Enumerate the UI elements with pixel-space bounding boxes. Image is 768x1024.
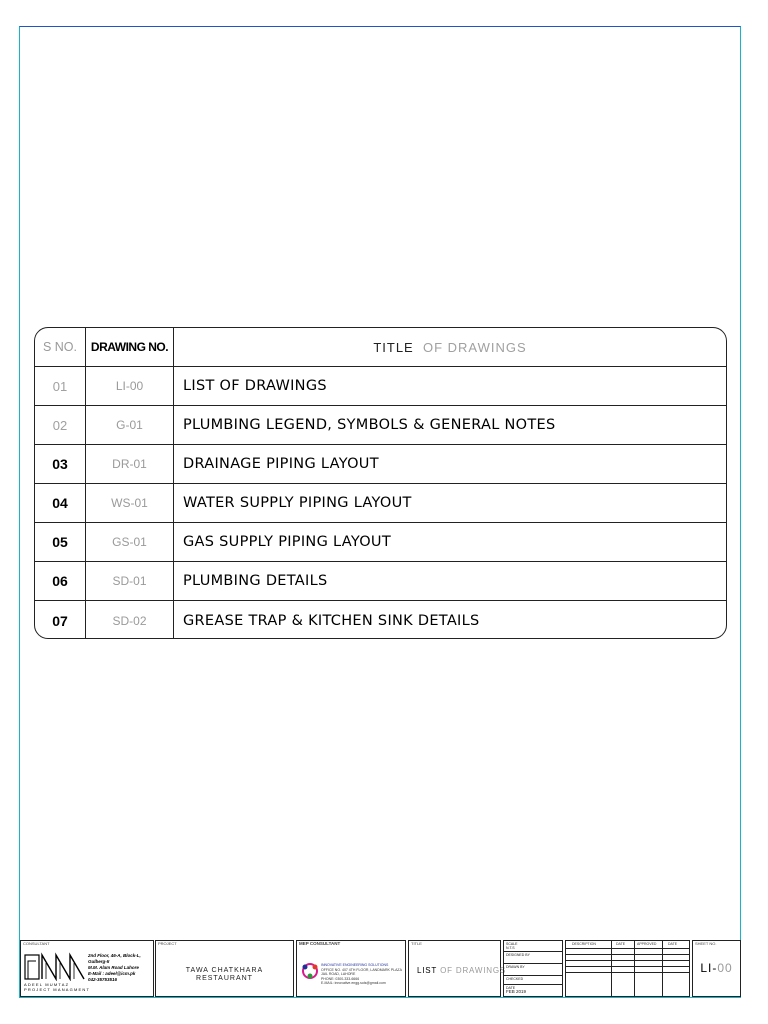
row-title: GAS SUPPLY PIPING LAYOUT (173, 523, 726, 561)
info-box (503, 940, 563, 997)
row-sno: 02 (52, 417, 68, 433)
mep-firm-details: INNOVATIVE ENGINEERING SOLUTIONS OFFICE NO. 407 4TH FLOOR, LANDMARK PLAZA JAIL ROAD, LAHORE PHONE: 0300-333-6666 E-MAIL: innovative.engg.sols@gmail.com (321, 963, 402, 985)
table-header-row (35, 328, 726, 367)
row-sno: 01 (52, 378, 68, 394)
table-row (35, 562, 726, 601)
sheet-no-label: SHEET NO. (695, 941, 717, 946)
sheet-title: LIST OF DRAWINGS (417, 966, 506, 975)
table-row (35, 445, 726, 484)
checked-label: CHECKED (506, 977, 524, 981)
table-row (35, 367, 726, 406)
row-title: DRAINAGE PIPING LAYOUT (173, 445, 726, 483)
sheet-number: LI-00 (700, 961, 733, 975)
row-drawing-no: SD-01 (85, 562, 173, 600)
date-value: FEB 2019 (506, 989, 527, 994)
scale-value: N.T.S (506, 946, 515, 950)
table-row (35, 601, 726, 639)
revision-box (565, 940, 690, 997)
row-drawing-no: GS-01 (85, 523, 173, 561)
scale-label: SCALE (506, 942, 518, 946)
row-title: PLUMBING LEGEND, SYMBOLS & GENERAL NOTES (173, 406, 726, 444)
header-sno: S NO. (42, 340, 78, 354)
date-label: DATE (506, 986, 516, 990)
table-row (35, 484, 726, 523)
mep-label: MEP CONSULTANT (299, 941, 341, 946)
consultant-address: 2nd Floor, 46-A, Block-L, Gulberg-II M.M. Alam Road Lahore E-Mail : adeel@icm.pk 042-35753516 (88, 953, 141, 982)
row-drawing-no: DR-01 (85, 445, 173, 483)
drawing-list-table (34, 327, 727, 639)
row-title: LIST OF DRAWINGS (173, 367, 726, 405)
title-box (408, 940, 506, 997)
row-sno: 05 (52, 534, 68, 550)
row-sno: 07 (52, 612, 68, 629)
project-box (155, 940, 294, 997)
row-sno: 04 (52, 495, 68, 511)
row-title: WATER SUPPLY PIPING LAYOUT (173, 484, 726, 522)
table-row (35, 523, 726, 562)
table-row (35, 406, 726, 445)
title-label: TITLE (411, 941, 422, 946)
rev-header-date: DATE (616, 942, 626, 946)
row-sno: 06 (52, 573, 68, 589)
sheet-no-box (692, 940, 741, 997)
project-name: TAWA CHATKHARA RESTAURANT (185, 967, 264, 982)
mep-consultant-box (296, 940, 406, 997)
row-drawing-no: WS-01 (85, 484, 173, 522)
consultant-label: CONSULTANT (23, 941, 50, 946)
rev-header-date-2: DATE (668, 942, 678, 946)
row-title: PLUMBING DETAILS (173, 562, 726, 600)
rev-header-description: DESCRIPTION (572, 942, 596, 946)
header-drawing-no: DRAWING NO. (85, 328, 173, 366)
consultant-logo-caption: ADEEL MUMTAZ PROJECT MANAGMENT (24, 982, 91, 992)
header-title-b: OF DRAWINGS (422, 339, 527, 355)
designed-by-label: DESIGNED BY (506, 953, 530, 957)
row-drawing-no: G-01 (85, 406, 173, 444)
drawn-by-label: DRAWN BY (506, 965, 525, 969)
project-label: PROJECT (158, 941, 177, 946)
header-title (173, 328, 726, 366)
rev-header-approved: APPROVED (637, 942, 657, 946)
mep-firm-logo (300, 961, 320, 981)
row-drawing-no: SD-02 (85, 601, 173, 639)
consultant-logo (24, 949, 86, 981)
row-title: GREASE TRAP & KITCHEN SINK DETAILS (173, 601, 726, 639)
header-title-a: TITLE (373, 339, 414, 355)
row-sno: 03 (52, 456, 68, 472)
row-drawing-no: LI-00 (85, 367, 173, 405)
consultant-box (20, 940, 154, 997)
